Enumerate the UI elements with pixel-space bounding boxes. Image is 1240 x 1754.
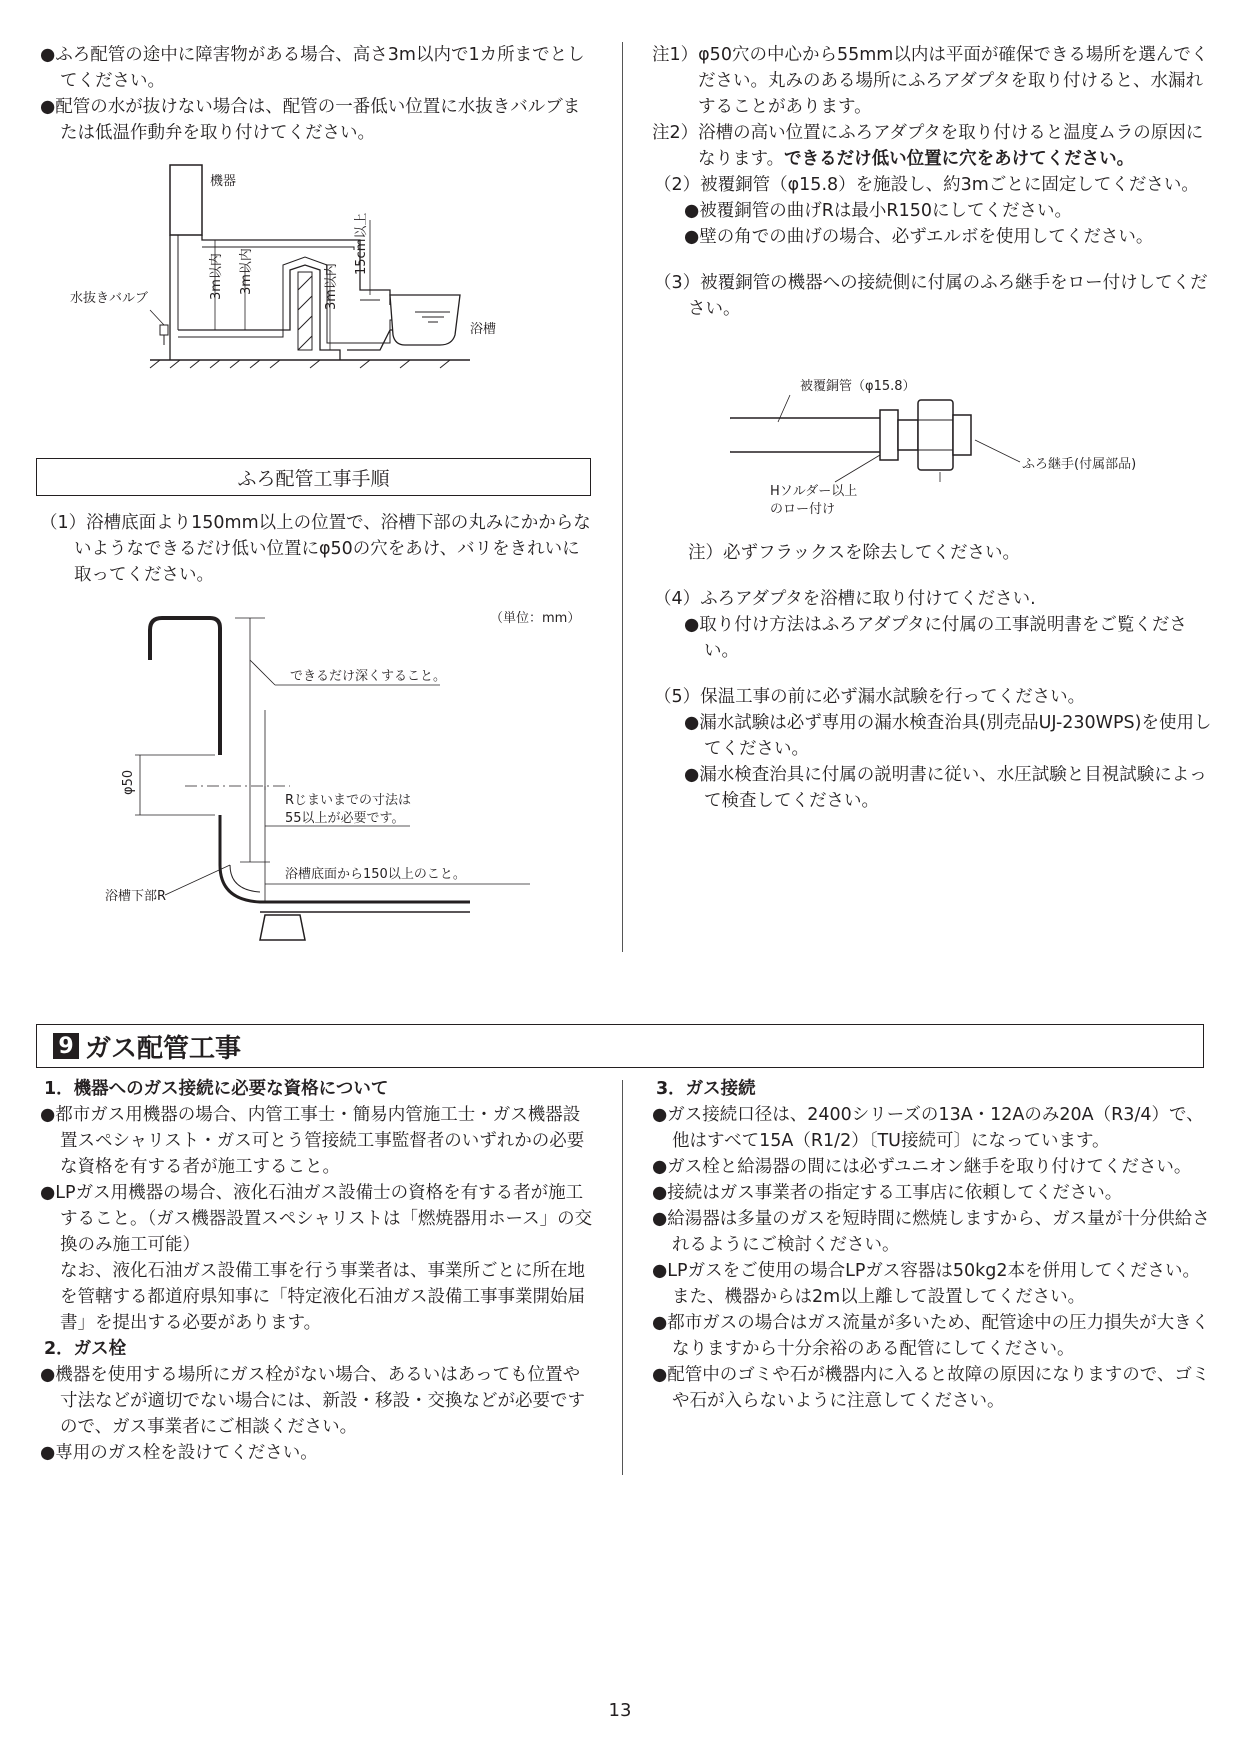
gas-section-title: ガス配管工事	[85, 1033, 242, 1064]
step3: （3）被覆銅管の機器への接続側に付属のふろ継手をロー付けしてください。	[654, 273, 1208, 319]
step3-note: 注）必ずフラックスを除去してください。	[688, 543, 1020, 563]
label-r-line1: Rじまいまでの寸法は	[285, 793, 412, 808]
page-number: 13	[608, 1700, 632, 1721]
label-drain-valve: 水抜きバルブ	[70, 291, 149, 306]
dim-3m-c: 3m以内	[324, 263, 339, 310]
column-divider-top	[622, 42, 623, 952]
right-top-block	[652, 42, 1212, 322]
note1-text: φ50穴の中心から55mm以内は平面が確保できる場所を選んでください。丸みのある場所にふろアダプタを取り付けると、水漏れすることがあります。	[698, 45, 1209, 117]
label-solder1: Hソルダー以上	[770, 484, 858, 499]
right-mid-block	[652, 540, 1212, 814]
label-150: 浴槽底面から150以上のこと。	[285, 867, 466, 882]
gas-s1-bullet1: ●都市ガス用機器の場合、内管工事士・簡易内管施工士・ガス機器設置スペシャリスト・ガス可とう管接続工事監督者のいずれかの必要な資格を有する者が施工すること。	[40, 1105, 585, 1177]
procedure-step1: （1）浴槽底面より150mm以上の位置で、浴槽下部の丸みにかからないようなできるだけ低い位置にφ50の穴をあけ、バリをきれいに取ってください。	[40, 513, 591, 585]
note2	[652, 120, 1212, 172]
dim-15cm: 15cm以上	[354, 212, 369, 275]
label-r-line2: 55以上が必要です。	[285, 811, 405, 826]
procedure-step1-block	[40, 510, 595, 588]
heater-unit	[170, 165, 202, 235]
gas-left-column	[40, 1076, 595, 1466]
label-joint: ふろ継手(付属部品)	[1022, 457, 1137, 472]
gas-s2-bullet1: ●機器を使用する場所にガス栓がない場合、あるいはあっても位置や寸法などが適切でない場合には、新設・移設・交換などが必要ですので、ガス事業者にご相談ください。	[40, 1365, 585, 1437]
note1-label: 注1）	[652, 45, 699, 65]
dim-3m-a: 3m以内	[209, 253, 224, 300]
bullet-drain: ●配管の水が抜けない場合は、配管の一番低い位置に水抜きバルブまたは低温作動弁を取り付けてください。	[40, 97, 581, 143]
step4-bullet1: ●取り付け方法はふろアダプタに付属の工事説明書をご覧ください。	[684, 615, 1187, 661]
step5: （5）保温工事の前に必ず漏水試験を行ってください。	[654, 687, 1086, 707]
label-tub: 浴槽	[470, 322, 497, 337]
unit-label: （単位：mm）	[490, 611, 581, 626]
note1	[652, 42, 1212, 120]
fitting-diagram	[730, 370, 1210, 530]
step2-bullet2: ●壁の角での曲げの場合、必ずエルボを使用してください。	[684, 227, 1154, 247]
step2-bullet1: ●被覆銅管の曲げRは最小R150にしてください。	[684, 201, 1072, 221]
bath-piping-diagram	[60, 160, 580, 410]
gas-s3-bullet: ●接続はガス事業者の指定する工事店に依頼してください。	[652, 1183, 1123, 1203]
gas-s3-bullet: ●LPガスをご使用の場合LPガス容器は50kg2本を併用してください。また、機器からは2m以上離して設置してください。	[652, 1261, 1201, 1307]
gas-s3-bullet: ●都市ガスの場合はガス流量が多いため、配管途中の圧力損失が大きくなりますから十分余裕のある配管にしてください。	[652, 1313, 1210, 1359]
bathtub	[390, 295, 460, 345]
column-divider-bottom	[622, 1080, 623, 1475]
gas-s3-bullet: ●ガス栓と給湯器の間には必ずユニオン継手を取り付けてください。	[652, 1157, 1192, 1177]
label-device: 機器	[210, 174, 237, 189]
note2-text: 浴槽の高い位置にふろアダプタを取り付けると温度ムラの原因になります。	[698, 123, 1204, 169]
note2-bold: できるだけ低い位置に穴をあけてください。	[784, 149, 1135, 169]
label-solder2: のロー付け	[770, 502, 836, 517]
step4: （4）ふろアダプタを浴槽に取り付けてください.	[654, 589, 1036, 609]
gas-s1-bullet2: ●LPガス用機器の場合、液化石油ガス設備士の資格を有する者が施工すること。（ガス機器設置スペシャリストは「燃焼器用ホース」の交換のみ施工可能）	[40, 1183, 593, 1255]
gas-s3-bullet: ●配管中のゴミや石が機器内に入ると故障の原因になりますので、ゴミや石が入らないように注意してください。	[652, 1365, 1210, 1411]
dim-3m-b: 3m以内	[239, 248, 254, 295]
gas-s3-bullet: ●給湯器は多量のガスを短時間に燃焼しますから、ガス量が十分供給されるようにご検討ください。	[652, 1209, 1210, 1255]
left-top-bullets	[40, 42, 595, 146]
bullet-obstacle: ●ふろ配管の途中に障害物がある場合、高さ3m以内で1カ所までとしてください。	[40, 45, 585, 91]
label-pipe: 被覆銅管（φ15.8）	[800, 379, 916, 394]
gas-right-column	[652, 1076, 1212, 1414]
gas-section-number: 9	[53, 1033, 79, 1059]
step5-bullet2: ●漏水検査治具に付属の説明書に従い、水圧試験と目視試験によって検査してください。	[684, 765, 1207, 811]
procedure-box-title: ふろ配管工事手順	[36, 458, 591, 496]
gas-s2-bullet2: ●専用のガス栓を設けてください。	[40, 1443, 318, 1463]
gas-s1-title: 1．機器へのガス接続に必要な資格について	[44, 1079, 389, 1099]
gas-s3-bullet: ●ガス接続口径は、2400シリーズの13A・12Aのみ20A（R3/4）で、他はすべて15A（R1/2）〔TU接続可〕になっています。	[652, 1105, 1204, 1151]
hole-position-diagram	[90, 600, 590, 950]
gas-s2-title: 2．ガス栓	[44, 1339, 127, 1359]
label-phi50: φ50	[121, 769, 136, 795]
gas-s3-title: 3．ガス接続	[656, 1079, 756, 1099]
label-deep: できるだけ深くすること。	[290, 669, 447, 684]
label-bottom-r: 浴槽下部R	[105, 889, 167, 904]
step2: （2）被覆銅管（φ15.8）を施設し、約3mごとに固定してください。	[654, 175, 1199, 195]
step5-bullet1: ●漏水試験は必ず専用の漏水検査治具(別売品UJ-230WPS)を使用してください。	[684, 713, 1212, 759]
note2-label: 注2）	[652, 123, 699, 143]
gas-section-header	[36, 1024, 1204, 1068]
gas-s1-paragraph: なお、液化石油ガス設備工事を行う事業者は、事業所ごとに所在地を管轄する都道府県知事に「特定液化石油ガス設備工事事業開始届書」を提出する必要があります。	[60, 1261, 585, 1333]
